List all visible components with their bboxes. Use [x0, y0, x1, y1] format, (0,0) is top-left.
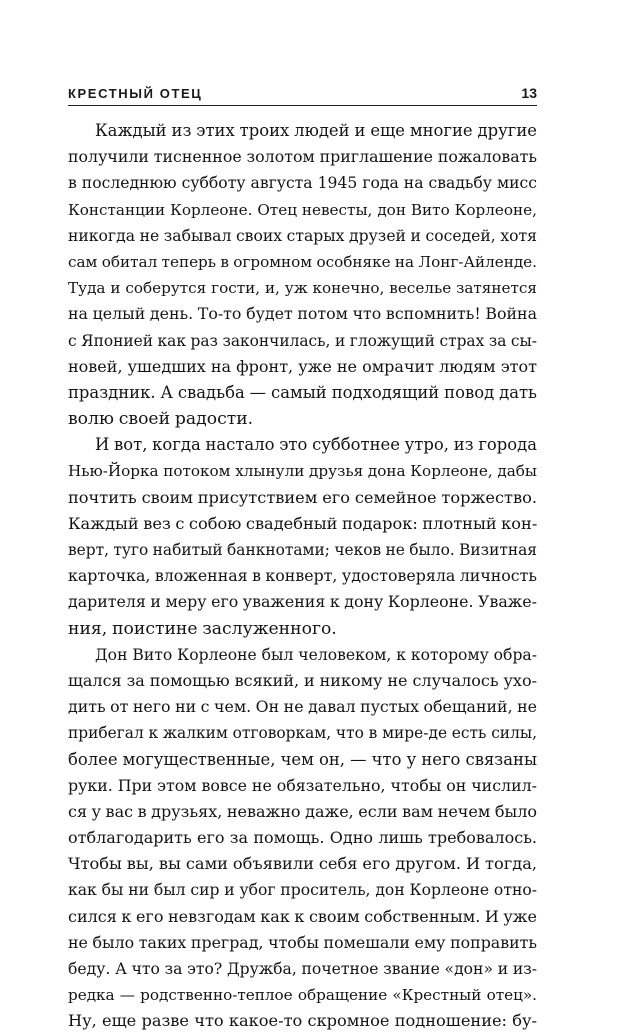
- text-line: получили тисненное золотом приглашение пожаловать: [68, 147, 537, 167]
- running-title: КРЕСТНЫЙ ОТЕЦ: [68, 86, 203, 101]
- text-line: прибегал к жалким отговоркам, что в мире-де есть силы,: [68, 724, 537, 743]
- text-line: верт, туго набитый банкнотами; чеков не было. Визитная: [68, 541, 537, 559]
- text-line: дарителя и меру его уважения к дону Корлеоне. Уваже-: [68, 592, 537, 612]
- text-line: И вот, когда настало это субботнее утро, из города: [95, 435, 537, 455]
- text-line: в последнюю субботу августа 1945 года на свадьбу мисс: [68, 174, 537, 193]
- text-line: никогда не забывал своих старых друзей и соседей, хотя: [68, 226, 537, 245]
- text-line: волю своей радости.: [68, 409, 254, 430]
- page-number: 13: [521, 85, 537, 101]
- text-line: Каждый из этих троих людей и еще многие другие: [95, 121, 537, 140]
- text-line: как бы ни был сир и убог проситель, дон Корлеоне отно-: [68, 881, 537, 900]
- text-line: сился к его невзгодам как к своим собственным. И уже: [68, 906, 537, 926]
- text-line: Туда и соберутся гости, и, уж конечно, веселье затянется: [68, 279, 537, 298]
- paragraph: [68, 642, 537, 1035]
- text-line: редка — родственно-теплое обращение «Крестный отец».: [68, 986, 537, 1005]
- text-line: ся у вас в друзьях, неважно даже, если вам нечем было: [68, 801, 537, 821]
- paragraph: [68, 118, 537, 432]
- text-line: почтить своим присутствием его семейное торжество.: [68, 487, 537, 507]
- text-line: более могущественные, чем он, — что у него связаны: [68, 749, 537, 769]
- text-line: отблагодарить его за помощь. Одно лишь требовалось.: [68, 828, 537, 848]
- text-line: с Японией как раз закончилась, и гложущий страх за сы-: [68, 331, 537, 350]
- text-line: Дон Вито Корлеоне был человеком, к которому обра-: [95, 645, 537, 664]
- text-line: карточка, вложенная в конверт, удостоверяла личность: [68, 566, 537, 586]
- text-line: беду. А что за это? Дружба, почетное звание «дон» и из-: [68, 960, 537, 978]
- text-line: Констанции Корлеоне. Отец невесты, дон Вито Корлеоне,: [68, 200, 537, 219]
- text-line: Чтобы вы, вы сами объявили себя его другом. И тогда,: [68, 854, 537, 874]
- running-header: [68, 84, 537, 106]
- text-line: сам обитал теперь в огромном особняке на Лонг-Айленде.: [68, 252, 537, 271]
- text-line: на целый день. То-то будет потом что вспомнить! Война: [68, 304, 537, 324]
- text-line: не было таких преград, чтобы помешали ему поправить: [68, 932, 537, 952]
- text-line: дить от него ни с чем. Он не давал пустых обещаний, не: [68, 697, 537, 717]
- body-text: [68, 118, 537, 1035]
- header-rule: [68, 105, 537, 106]
- text-line: щался за помощью всякий, и никому не случалось ухо-: [68, 670, 537, 690]
- text-line: ния, поистине заслуженного.: [68, 618, 337, 639]
- text-line: новей, ушедших на фронт, уже не омрачит людям этот: [68, 356, 537, 376]
- paragraph: [68, 432, 537, 642]
- text-line: Нью-Йорка потоком хлынули друзья дона Корлеоне, дабы: [68, 462, 537, 481]
- text-line: праздник. А свадьба — самый подходящий повод дать: [68, 382, 537, 402]
- text-line: руки. При этом вовсе не обязательно, чтобы он числил-: [68, 775, 537, 795]
- text-line: Каждый вез с собою свадебный подарок: плотный кон-: [68, 513, 538, 533]
- text-line: Ну, еще разве что какое-то скромное подношение: бу-: [68, 1011, 537, 1031]
